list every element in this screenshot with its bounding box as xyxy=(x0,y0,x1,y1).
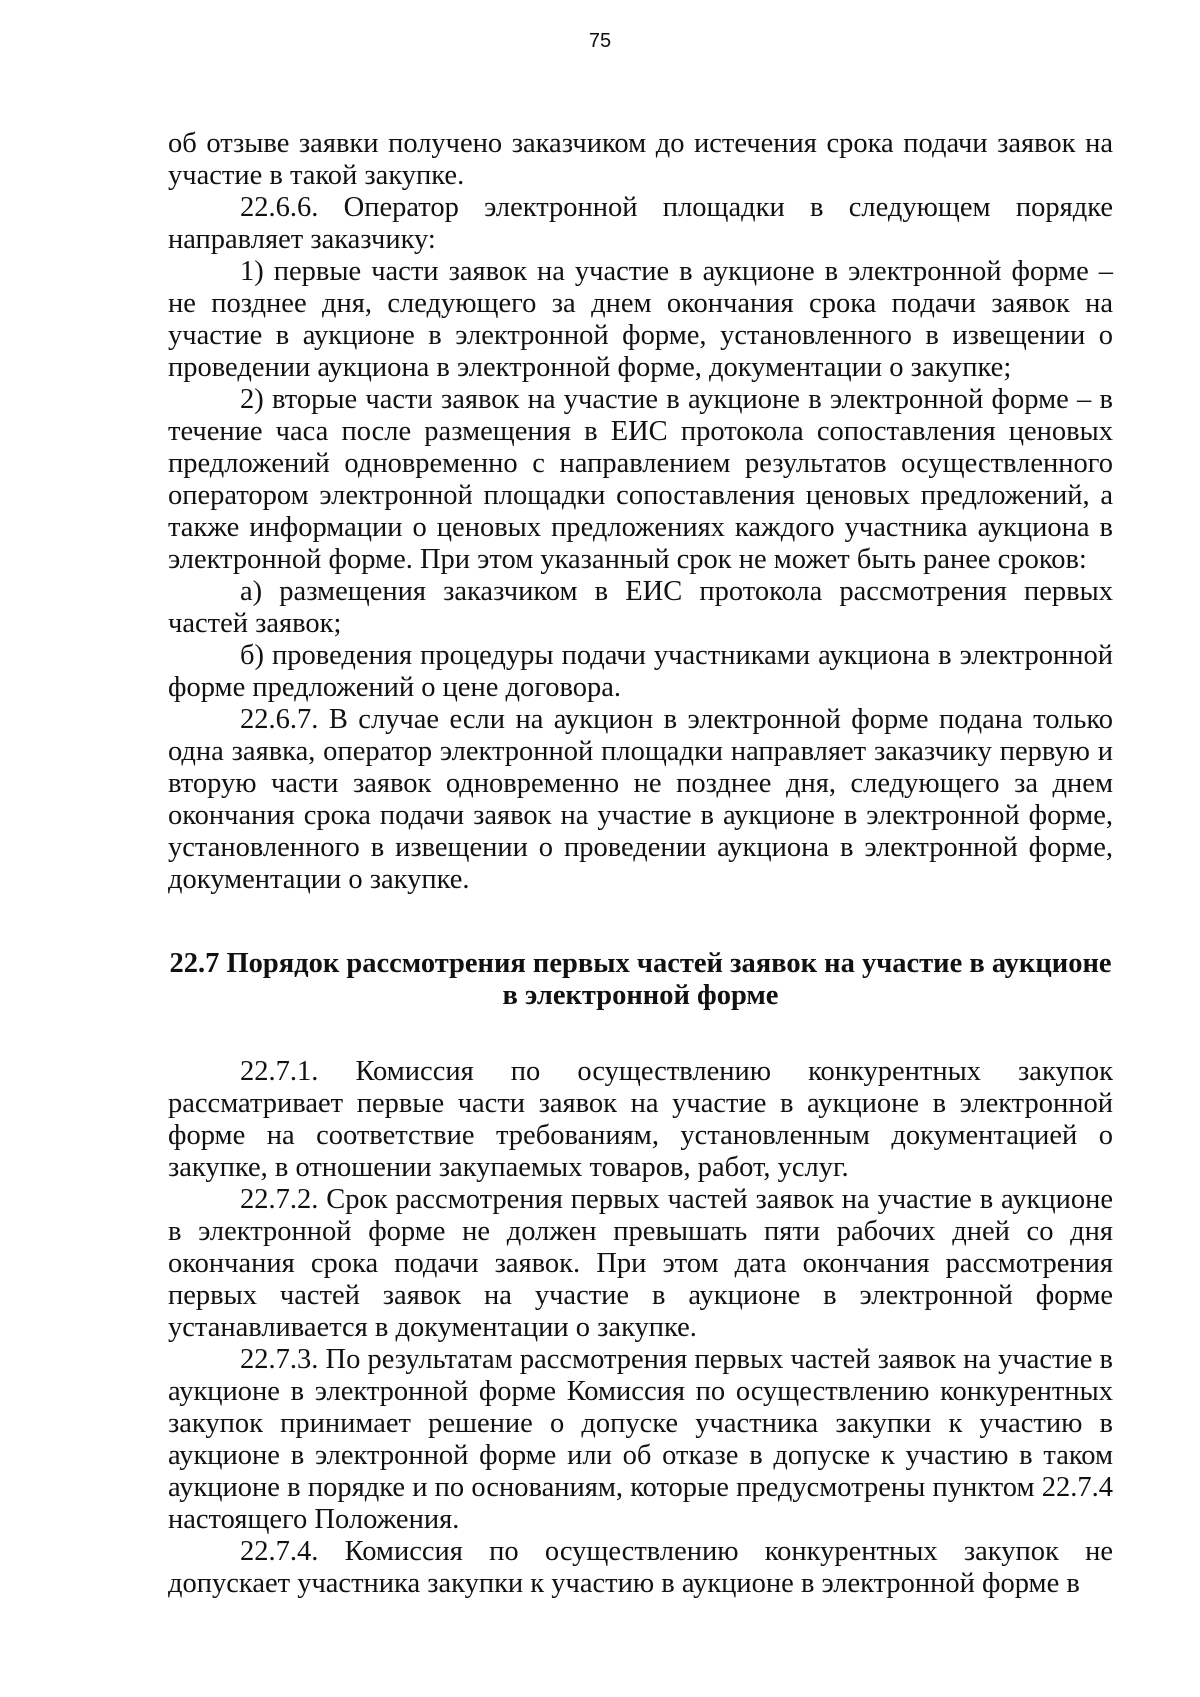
paragraph-22-7-3: 22.7.3. По результатам рассмотрения первых частей заявок на участие в аукционе в электронной форме Комиссия по осуществлению конкурентных закупок принимает решение о допуске участника закупки к участию в аукционе в электронной форме или об отказе в допуске к участию в таком аукционе в порядке и по основаниям, которые предусмотрены пунктом 22.7.4 настоящего Положения. xyxy=(168,1344,1113,1535)
section-heading-line-1: 22.7 Порядок рассмотрения первых частей заявок на участие в аукционе xyxy=(169,948,1112,979)
paragraph-continuation: об отзыве заявки получено заказчиком до истечения срока подачи заявок на участие в такой закупке. xyxy=(168,128,1113,191)
paragraph-22-6-7: 22.6.7. В случае если на аукцион в электронной форме подана только одна заявка, оператор электронной площадки направляет заказчику первую и вторую части заявок одновременно не позднее дня, следующего за днем окончания срока подачи заявок на участие в аукционе в электронной форме, установленного в извещении о проведении аукциона в электронной форме, документации о закупке. xyxy=(168,704,1113,895)
page-number: 75 xyxy=(588,30,612,52)
list-item-1: 1) первые части заявок на участие в аукционе в электронной форме – не позднее дня, следующего за днем окончания срока подачи заявок на участие в аукционе в электронной форме, установленного в извещении о проведении аукциона в электронной форме, документации о закупке; xyxy=(168,256,1113,383)
list-item-2: 2) вторые части заявок на участие в аукционе в электронной форме – в течение часа после размещения в ЕИС протокола сопоставления ценовых предложений одновременно с направлением результатов осуществленного оператором электронной площадки сопоставления ценовых предложений, а также информации о ценовых предложениях каждого участника аукциона в электронной форме. При этом указанный срок не может быть ранее сроков: xyxy=(168,384,1113,575)
section-heading-22-7 xyxy=(168,948,1113,1012)
list-item-a: а) размещения заказчиком в ЕИС протокола рассмотрения первых частей заявок; xyxy=(168,576,1113,639)
list-item-b: б) проведения процедуры подачи участниками аукциона в электронной форме предложений о цене договора. xyxy=(168,640,1113,703)
page-content xyxy=(168,128,1113,1600)
section-heading-line-2: в электронной форме xyxy=(502,980,779,1011)
paragraph-22-7-2: 22.7.2. Срок рассмотрения первых частей заявок на участие в аукционе в электронной форме не должен превышать пяти рабочих дней со дня окончания срока подачи заявок. При этом дата окончания рассмотрения первых частей заявок на участие в аукционе в электронной форме устанавливается в документации о закупке. xyxy=(168,1184,1113,1343)
paragraph-22-7-1: 22.7.1. Комиссия по осуществлению конкурентных закупок рассматривает первые части заявок на участие в аукционе в электронной форме на соответствие требованиям, установленным документацией о закупке, в отношении закупаемых товаров, работ, услуг. xyxy=(168,1056,1113,1183)
paragraph-22-6-6: 22.6.6. Оператор электронной площадки в следующем порядке направляет заказчику: xyxy=(168,192,1113,255)
paragraph-22-7-4: 22.7.4. Комиссия по осуществлению конкурентных закупок не допускает участника закупки к участию в аукционе в электронной форме в xyxy=(168,1536,1113,1599)
